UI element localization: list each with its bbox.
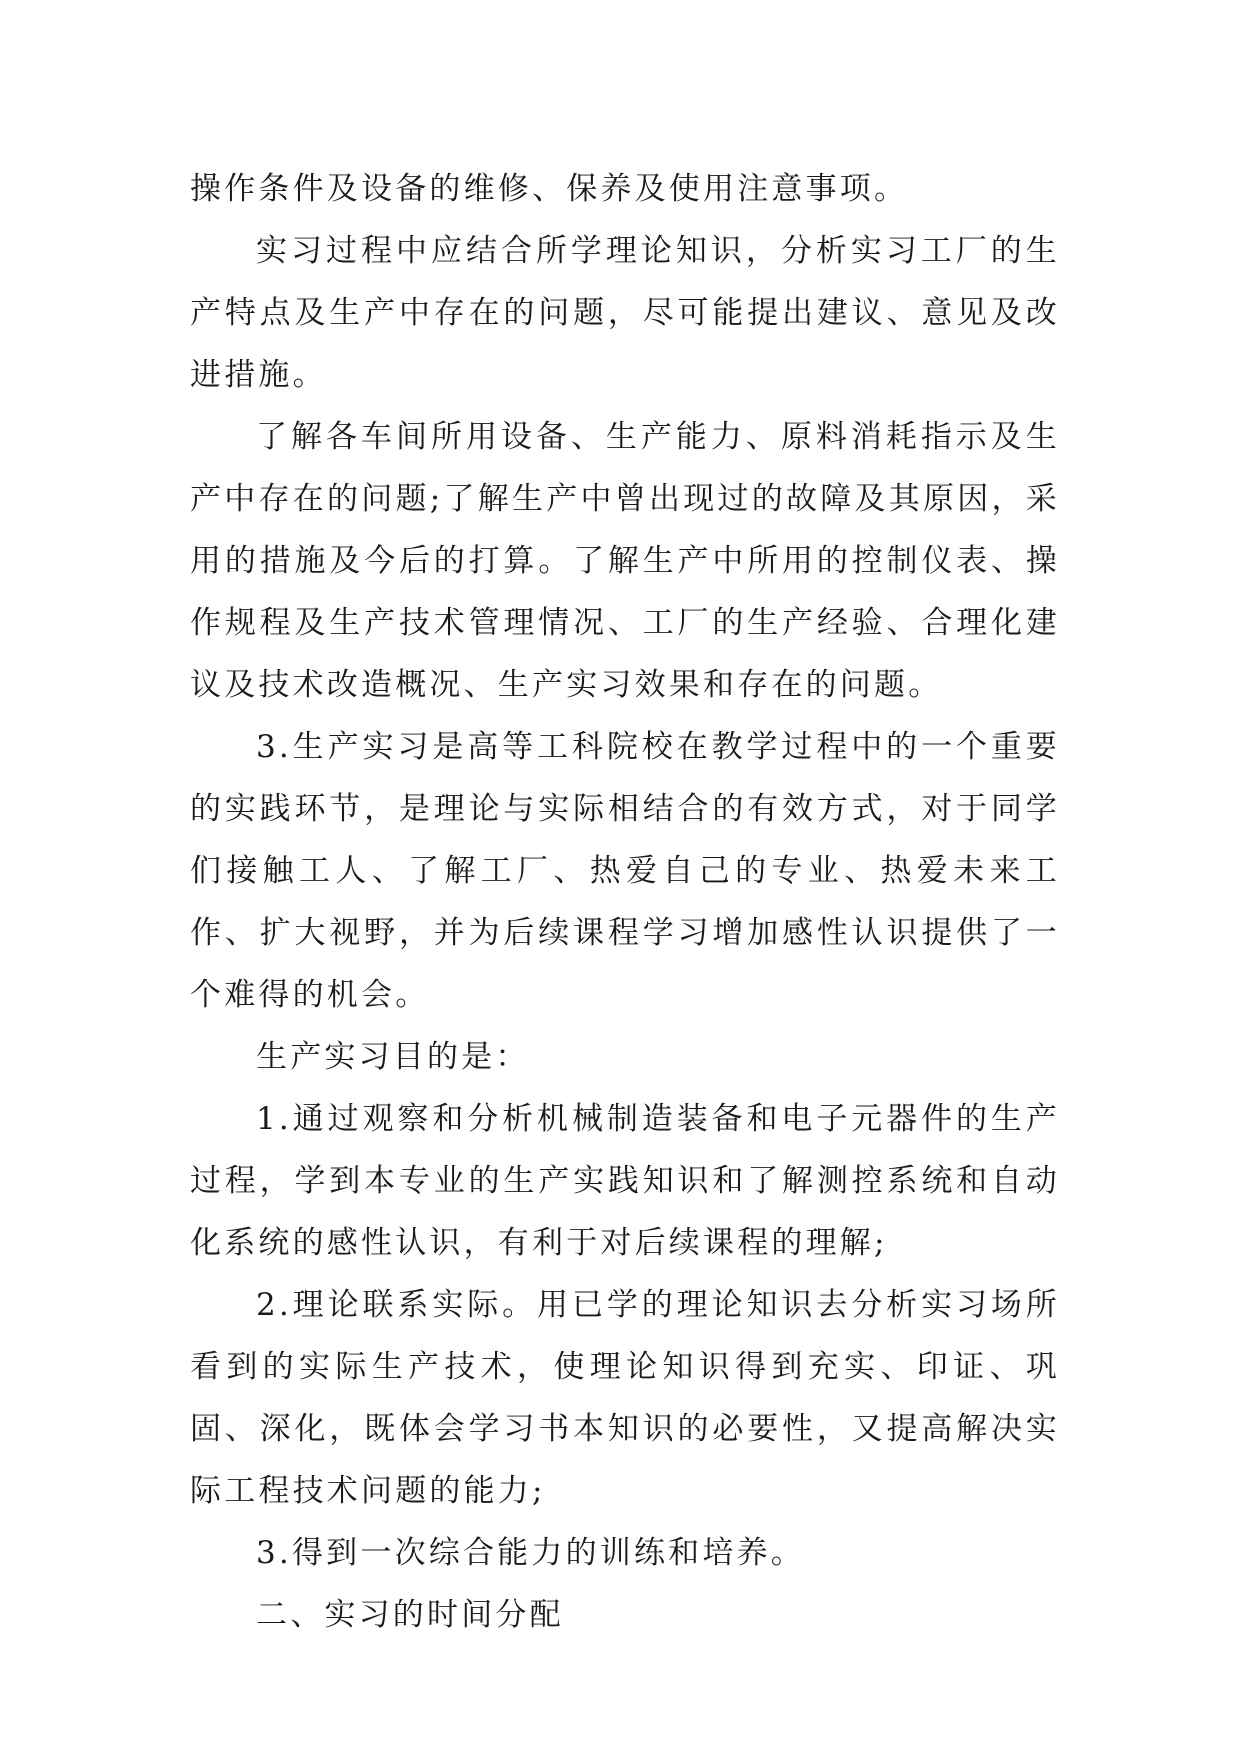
- paragraph-purpose-3: 3.得到一次综合能力的训练和培养。: [256, 1535, 805, 1571]
- paragraph-item-3-importance: 3.生产实习是高等工科院校在教学过程中的一个重要的实践环节，是理论与实际相结合的有效方式，对于同学们接触工人、了解工厂、热爱自己的专业、热爱未来工作、扩大视野，并为后续课程学习增加感性认识提供了一个难得的机会。: [190, 729, 1060, 1013]
- paragraph-purpose-heading: 生产实习目的是：: [256, 1039, 530, 1075]
- document-body: [190, 158, 1060, 1646]
- section-heading-time-allocation: 二、实习的时间分配: [256, 1597, 564, 1633]
- paragraph-purpose-1: 1.通过观察和分析机械制造装备和电子元器件的生产过程，学到本专业的生产实践知识和了解测控系统和自动化系统的感性认识，有利于对后续课程的理解;: [190, 1101, 1060, 1261]
- paragraph-continuation: 操作条件及设备的维修、保养及使用注意事项。: [190, 171, 909, 207]
- paragraph-workshop-understanding: 了解各车间所用设备、生产能力、原料消耗指示及生产中存在的问题;了解生产中曾出现过的故障及其原因，采用的措施及今后的打算。了解生产中所用的控制仪表、操作规程及生产技术管理情况、工厂的生产经验、合理化建议及技术改造概况、生产实习效果和存在的问题。: [190, 419, 1060, 703]
- paragraph-practice-process: 实习过程中应结合所学理论知识，分析实习工厂的生产特点及生产中存在的问题，尽可能提出建议、意见及改进措施。: [190, 233, 1060, 393]
- paragraph-purpose-2: 2.理论联系实际。用已学的理论知识去分析实习场所看到的实际生产技术，使理论知识得到充实、印证、巩固、深化，既体会学习书本知识的必要性，又提高解决实际工程技术问题的能力;: [190, 1287, 1060, 1509]
